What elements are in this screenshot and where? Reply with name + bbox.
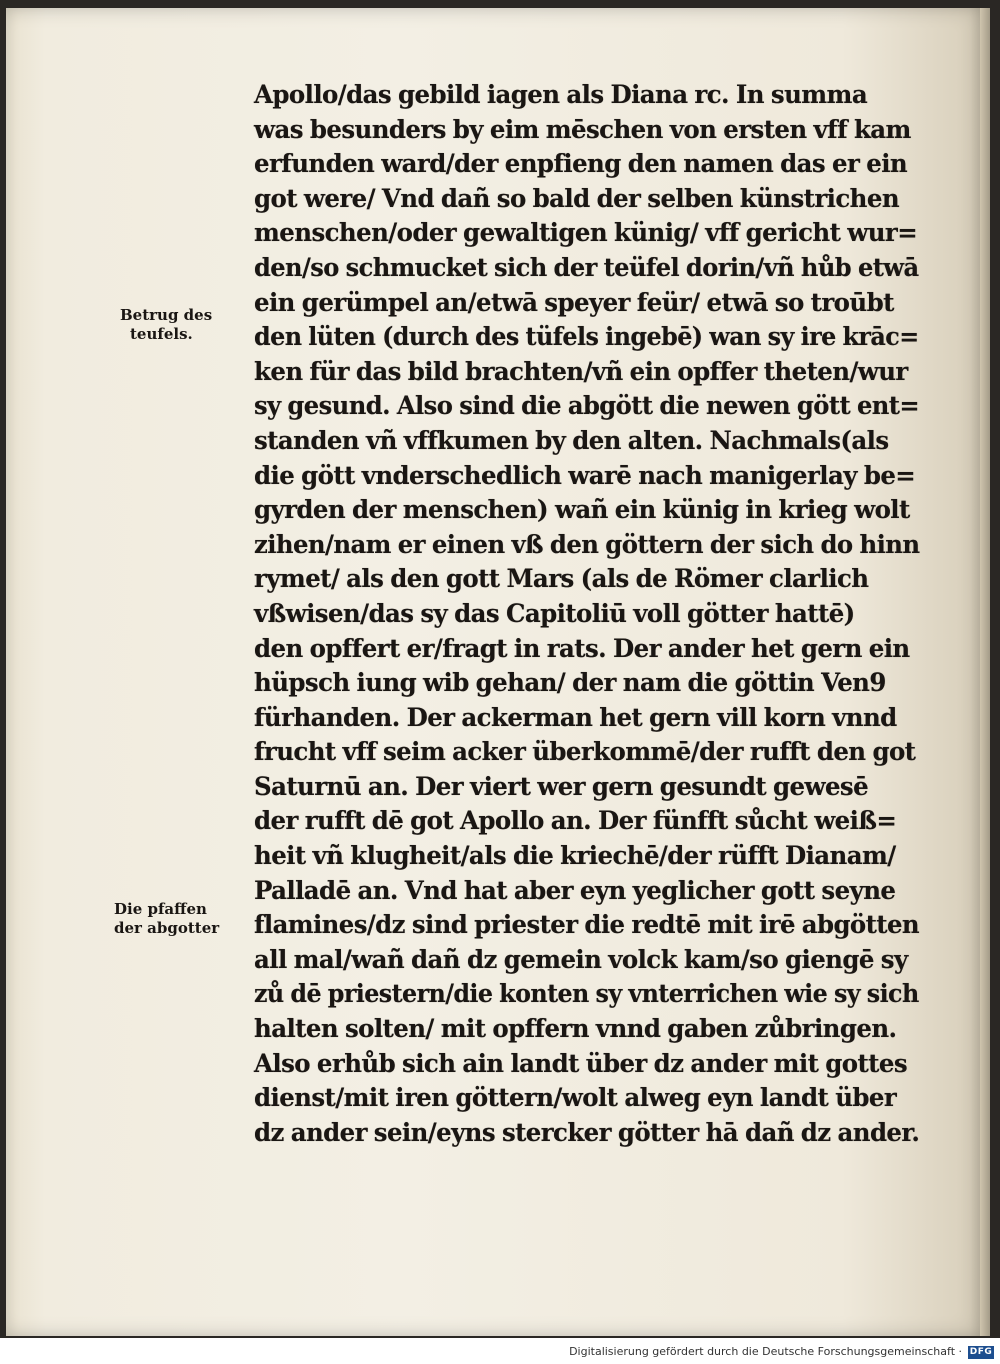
marginal-note-betrug [120, 306, 212, 344]
text-line: den lüten (durch des tüfels ingebē) wan sy ire krāc= [254, 322, 919, 352]
text-line: got were/ Vnd dañ so bald der selben künstrichen [254, 183, 900, 213]
text-line: frucht vff seim acker überkommē/der rufft den got [254, 737, 916, 767]
text-line: all mal/wañ dañ dz gemein volck kam/so giengē sy [254, 944, 908, 974]
text-line: gyrden der menschen) wañ ein künig in krieg wolt [254, 495, 910, 525]
text-line: den/so schmucket sich der teüfel dorin/vñ hůb etwā [254, 252, 919, 282]
text-line: was besunders by eim mēschen von ersten vff kam [254, 114, 911, 144]
text-line: zihen/nam er einen vß den göttern der sich do hinn [254, 529, 920, 559]
footer-bar [0, 1338, 1000, 1364]
book-page [6, 8, 990, 1336]
marginal-note-line: Die pfaffen [114, 900, 207, 918]
text-line: menschen/oder gewaltigen künig/ vff gericht wur= [254, 218, 918, 248]
text-line: den opffert er/fragt in rats. Der ander het gern ein [254, 633, 910, 663]
marginal-note-line: der abgotter [114, 919, 220, 937]
text-line: der rufft dē got Apollo an. Der fünfft sůcht weiß= [254, 806, 897, 836]
footer-credit: Digitalisierung gefördert durch die Deutsche Forschungsgemeinschaft · [569, 1345, 962, 1358]
text-line: standen vñ vffkumen by den alten. Nachmals(als [254, 425, 889, 455]
text-line: Palladē an. Vnd hat aber eyn yeglicher gott seyne [254, 875, 896, 905]
dfg-logo-icon: DFG [969, 1347, 993, 1357]
text-line: hüpsch iung wib gehan/ der nam die göttin Ven9 [254, 668, 886, 698]
text-line: fürhanden. Der ackerman het gern vill korn vnnd [254, 702, 897, 732]
text-line: ein gerümpel an/etwā speyer feür/ etwā so troūbt [254, 287, 894, 317]
text-line: Also erhůb sich ain landt über dz ander mit gottes [254, 1048, 908, 1078]
text-line: ken für das bild brachten/vñ ein opffer theten/wur [254, 356, 908, 386]
page-edge [980, 8, 990, 1336]
text-line: sy gesund. Also sind die abgött die newen gött ent= [254, 391, 920, 421]
marginal-note-line: teufels. [130, 325, 193, 343]
text-line: erfunden ward/der enpfieng den namen das er ein [254, 149, 908, 179]
text-line: dienst/mit iren göttern/wolt alweg eyn landt über [254, 1083, 897, 1113]
text-line: vßwisen/das sy das Capitoliū voll götter hattē) [254, 598, 855, 628]
text-line: Apollo/das gebild iagen als Diana rc. In summa [254, 80, 868, 109]
text-line: halten solten/ mit opffern vnnd gaben zůbringen. [254, 1014, 897, 1044]
body-text [254, 78, 934, 1150]
text-line: flamines/dz sind priester die redtē mit irē abgötten [254, 910, 920, 940]
marginal-note-line: Betrug des [120, 306, 213, 324]
text-line: Saturnū an. Der viert wer gern gesundt gewesē [254, 771, 869, 801]
text-line: rymet/ als den gott Mars (als de Römer clarlich [254, 564, 869, 594]
text-line: dz ander sein/eyns stercker götter hā dañ dz ander. [254, 1117, 920, 1147]
marginal-note-pfaffen [114, 900, 219, 938]
text-line: die gött vnderschedlich warē nach manigerlay be= [254, 460, 916, 490]
text-line: zů dē priestern/die konten sy vnterrichen wie sy sich [254, 979, 919, 1009]
text-line: heit vñ klugheit/als die kriechē/der rüfft Dianam/ [254, 841, 896, 871]
